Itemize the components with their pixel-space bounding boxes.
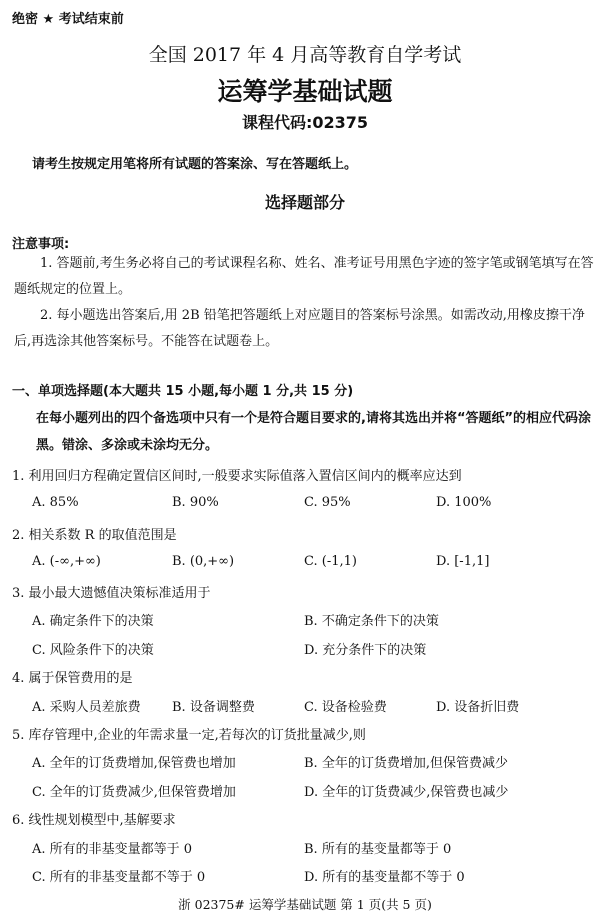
section-description: 在每小题列出的四个备选项中只有一个是符合题目要求的,请将其选出并将“答题纸”的相应代码涂黑。错涂、多涂或未涂均无分。: [36, 411, 592, 453]
confidential-label: 绝密 ★ 考试结束前: [12, 12, 124, 27]
notice-item-2: 2. 每小题选出答案后,用 2B 铅笔把答题纸上对应题目的答案标号涂黑。如需改动,用橡皮擦干净后,再选涂其他答案标号。不能答在试题卷上。: [14, 308, 585, 349]
question-4-option-c: C. 设备检验费: [304, 700, 387, 715]
course-code: 课程代码:02375: [241, 113, 369, 132]
question-2-option-b: B. (0,+∞): [172, 554, 235, 569]
question-1-option-d: D. 100%: [436, 495, 492, 510]
subject-title: 运筹学基础试题: [217, 77, 393, 106]
question-3-option-b: B. 不确定条件下的决策: [304, 614, 439, 629]
question-6-option-c: C. 所有的非基变量都不等于 0: [32, 870, 206, 885]
question-5-stem: 5. 库存管理中,企业的年需求量一定,若每次的订货批量减少,则: [12, 728, 366, 743]
question-3-stem: 3. 最小最大遗憾值决策标准适用于: [12, 586, 211, 601]
question-3-option-a: A. 确定条件下的决策: [32, 614, 154, 629]
question-1-option-c: C. 95%: [304, 495, 351, 510]
question-2-option-a: A. (-∞,+∞): [32, 554, 101, 569]
question-1-option-a: A. 85%: [32, 495, 79, 510]
question-6-option-d: D. 所有的基变量都不等于 0: [304, 870, 465, 885]
notice-item-1: 1. 答题前,考生务必将自己的考试课程名称、姓名、准考证号用黑色字迹的签字笔或钢笔填写在答题纸规定的位置上。: [14, 256, 594, 297]
question-4-option-d: D. 设备折旧费: [436, 700, 520, 715]
question-4-stem: 4. 属于保管费用的是: [12, 671, 133, 686]
question-5-option-d: D. 全年的订货费减少,保管费也减少: [304, 785, 509, 800]
section-heading: 一、单项选择题(本大题共 15 小题,每小题 1 分,共 15 分): [12, 384, 354, 399]
question-1-option-b: B. 90%: [172, 495, 219, 510]
page-footer: 浙 02375# 运筹学基础试题 第 1 页(共 5 页): [178, 897, 432, 912]
question-2-option-d: D. [-1,1]: [436, 554, 490, 569]
notice-heading: 注意事项:: [12, 237, 70, 252]
question-1-stem: 1. 利用回归方程确定置信区间时,一般要求实际值落入置信区间内的概率应达到: [12, 469, 462, 484]
question-6-option-b: B. 所有的基变量都等于 0: [304, 842, 452, 857]
question-2-option-c: C. (-1,1): [304, 554, 357, 569]
question-2-stem: 2. 相关系数 R 的取值范围是: [12, 528, 177, 543]
question-4-option-a: A. 采购人员差旅费: [32, 700, 141, 715]
question-4-option-b: B. 设备调整费: [172, 700, 255, 715]
question-3-option-c: C. 风险条件下的决策: [32, 643, 154, 658]
question-5-option-c: C. 全年的订货费减少,但保管费增加: [32, 785, 236, 800]
part-title: 选择题部分: [264, 193, 345, 212]
exam-title: 全国 2017 年 4 月高等教育自学考试: [148, 44, 462, 66]
question-6-stem: 6. 线性规划模型中,基解要求: [12, 813, 176, 828]
question-5-option-a: A. 全年的订货费增加,保管费也增加: [32, 756, 236, 771]
question-6-option-a: A. 所有的非基变量都等于 0: [32, 842, 193, 857]
answer-instruction: 请考生按规定用笔将所有试题的答案涂、写在答题纸上。: [32, 157, 358, 172]
question-3-option-d: D. 充分条件下的决策: [304, 643, 427, 658]
question-5-option-b: B. 全年的订货费增加,但保管费减少: [304, 756, 508, 771]
